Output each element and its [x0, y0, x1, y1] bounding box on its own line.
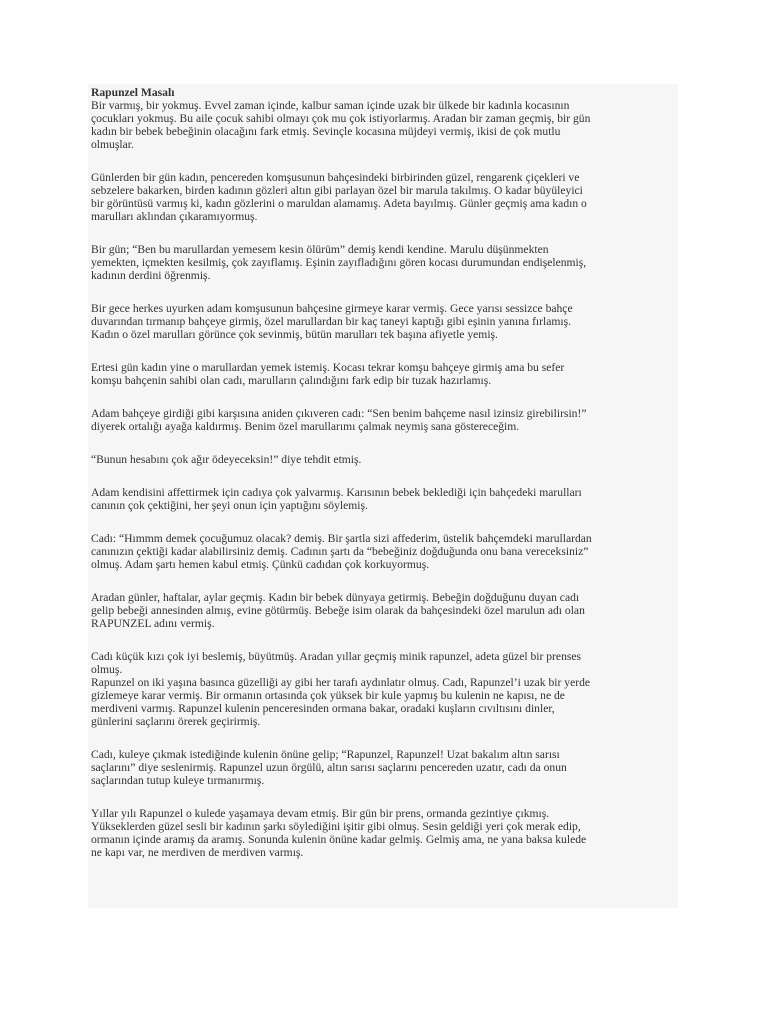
paragraph-line: olmuş. Adam şartı hemen kabul etmiş. Çünkü cadıdan çok korkuyormuş.	[91, 558, 430, 571]
paragraph-line: diyerek ortalığı ayağa kaldırmış. Benim özel marullarımı çalmak neymiş sana göstereceğim.	[91, 420, 520, 433]
story-paragraph	[91, 243, 675, 282]
paragraph-line: Cadı: “Hımmm demek çocuğumuz olacak? demiş. Bir şartla sizi affederim, üstelik bahçemdeki marullardan	[91, 532, 592, 545]
paragraph-line: ne kapı var, ne merdiven de merdiven varmış.	[91, 846, 304, 859]
paragraph-line: Bir varmış, bir yokmuş. Evvel zaman içinde, kalbur saman içinde uzak bir ülkede bir kadınla kocasının	[91, 99, 570, 112]
paragraph-line: saçlarından tutup kuleye tırmanırmış.	[91, 774, 265, 787]
paragraph-line: bir görüntüsü varmış ki, kadın gözlerini o maruldan alamamış. Adeta bayılmış. Günler geçmiş ama kadın o	[91, 197, 587, 210]
paragraph-line: günlerini saçlarını örerek geçirirmiş.	[91, 715, 261, 728]
story-paragraph	[91, 748, 675, 787]
paragraph-line: çocukları yokmuş. Bu aile çocuk sahibi olmayı çok mu çok istiyorlarmış. Aradan bir zaman geçmiş, bir gün	[91, 112, 591, 125]
story-paragraph	[91, 591, 675, 630]
paragraph-line: ormanın içinde aramış da aramış. Sonunda kulenin önüne kadar gelmiş. Gelmiş ama, ne yana baksa kulede	[91, 833, 587, 846]
paragraph-line: olmuşlar.	[91, 138, 134, 151]
paragraph-line: canınızın çektiği kadar alabilirsiniz demiş. Cadının şartı da “bebeğiniz doğduğunda onu bana vereceksiniz”	[91, 545, 589, 558]
paragraph-line: Adam bahçeye girdiği gibi karşısına aniden çıkıveren cadı: “Sen benim bahçeme nasıl izinsiz girebilirsin!”	[91, 407, 587, 420]
story-paragraph	[91, 302, 675, 341]
paragraph-line: marulları aklından çıkaramıyormuş.	[91, 210, 258, 223]
paragraph-line: sebzelere bakarken, birden kadının gözleri altın gibi parlayan özel bir marula takılmış. O kadar büyüleyici	[91, 184, 583, 197]
paragraph-line: Aradan günler, haftalar, aylar geçmiş. Kadın bir bebek dünyaya getirmiş. Bebeğin doğduğunu duyan cadı	[91, 591, 580, 604]
paragraph-line: Adam kendisini affettirmek için cadıya çok yalvarmış. Karısının bebek beklediği için bahçedeki marulları	[91, 486, 582, 499]
paragraph-line: Bir gün; “Ben bu marullardan yemesem kesin ölürüm” demiş kendi kendine. Marulu düşünmekten	[91, 243, 549, 256]
story-paragraph	[91, 99, 675, 151]
paragraph-line: Yükseklerden güzel sesli bir kadının şarkı söylediğini işitir gibi olmuş. Sesin geldiği yeri çok merak edip,	[91, 820, 581, 833]
paragraph-line: kadın bir bebek bebeğinin olacağını fark etmiş. Sevinçle kocasına müjdeyi vermiş, ikisi de çok mutlu	[91, 125, 561, 138]
paragraph-line: gizlemeye karar vermiş. Bir ormanın ortasında çok yüksek bir kule yapmış bu kulenin ne kapısı, ne de	[91, 689, 565, 702]
paragraph-line: Bir gece herkes uyurken adam komşusunun bahçesine girmeye karar vermiş. Gece yarısı sessizce bahçe	[91, 302, 573, 315]
paragraph-line: saçlarını” diye seslenirmiş. Rapunzel uzun örgülü, altın sarısı saçlarını pencereden uzatır, cadı da onun	[91, 761, 567, 774]
paragraph-line: canının çok çektiğini, her şeyi onun için yaptığını söylemiş.	[91, 499, 368, 512]
story-paragraph	[91, 453, 675, 466]
paragraph-line: Kadın o özel marulları görünce çok sevinmiş, bütün marulları tek başına afiyetle yemiş.	[91, 328, 498, 341]
paragraph-line: komşu bahçenin sahibi olan cadı, marulların çalındığını fark edip bir tuzak hazırlamış.	[91, 374, 492, 387]
story-paragraph	[91, 361, 675, 387]
paragraph-line: gelip bebeği annesinden almış, evine götürmüş. Bebeğe isim olarak da bahçesindeki özel marulun adı olan	[91, 604, 585, 617]
paragraph-line: duvarından tırmanıp bahçeye girmiş, özel marullardan bir kaç taneyi kaptığı gibi eşinin yanına fırlamış.	[91, 315, 572, 328]
paragraph-line: Yıllar yılı Rapunzel o kulede yaşamaya devam etmiş. Bir gün bir prens, ormanda gezintiye çıkmış.	[91, 807, 550, 820]
paragraph-line: Cadı, kuleye çıkmak istediğinde kulenin önüne gelip; “Rapunzel, Rapunzel! Uzat bakalım altın sarısı	[91, 748, 560, 761]
paragraph-line: olmuş.	[91, 663, 123, 676]
paragraph-line: Rapunzel on iki yaşına basınca güzelliği ay gibi her tarafı aydınlatır olmuş. Cadı, Rapunzel’i uzak bir yerde	[91, 676, 591, 689]
story-paragraph	[91, 650, 675, 728]
paragraph-line: RAPUNZEL adını vermiş.	[91, 617, 215, 630]
document-title: Rapunzel Masalı	[91, 86, 175, 99]
story-page	[88, 84, 678, 908]
story-paragraph	[91, 532, 675, 571]
paragraph-line: “Bunun hesabını çok ağır ödeyeceksin!” diye tehdit etmiş.	[91, 453, 362, 466]
paragraph-line: yemekten, içmekten kesilmiş, çok zayıflamış. Eşinin zayıfladığını gören kocası durumundan endişelenmiş,	[91, 256, 587, 269]
paragraph-line: kadının derdini öğrenmiş.	[91, 269, 211, 282]
paragraph-line: merdiveni varmış. Rapunzel kulenin penceresinden ormana bakar, oradaki kuşların cıvıltısını dinler,	[91, 702, 555, 715]
paragraph-line: Ertesi gün kadın yine o marullardan yemek istemiş. Kocası tekrar komşu bahçeye girmiş ama bu sefer	[91, 361, 565, 374]
story-body	[91, 99, 675, 859]
story-paragraph	[91, 407, 675, 433]
story-paragraph	[91, 171, 675, 223]
story-paragraph	[91, 807, 675, 859]
paragraph-line: Cadı küçük kızı çok iyi beslemiş, büyütmüş. Aradan yıllar geçmiş minik rapunzel, adeta güzel bir prenses	[91, 650, 582, 663]
paragraph-line: Günlerden bir gün kadın, pencereden komşusunun bahçesindeki birbirinden güzel, rengarenk çiçekleri ve	[91, 171, 580, 184]
story-paragraph	[91, 486, 675, 512]
